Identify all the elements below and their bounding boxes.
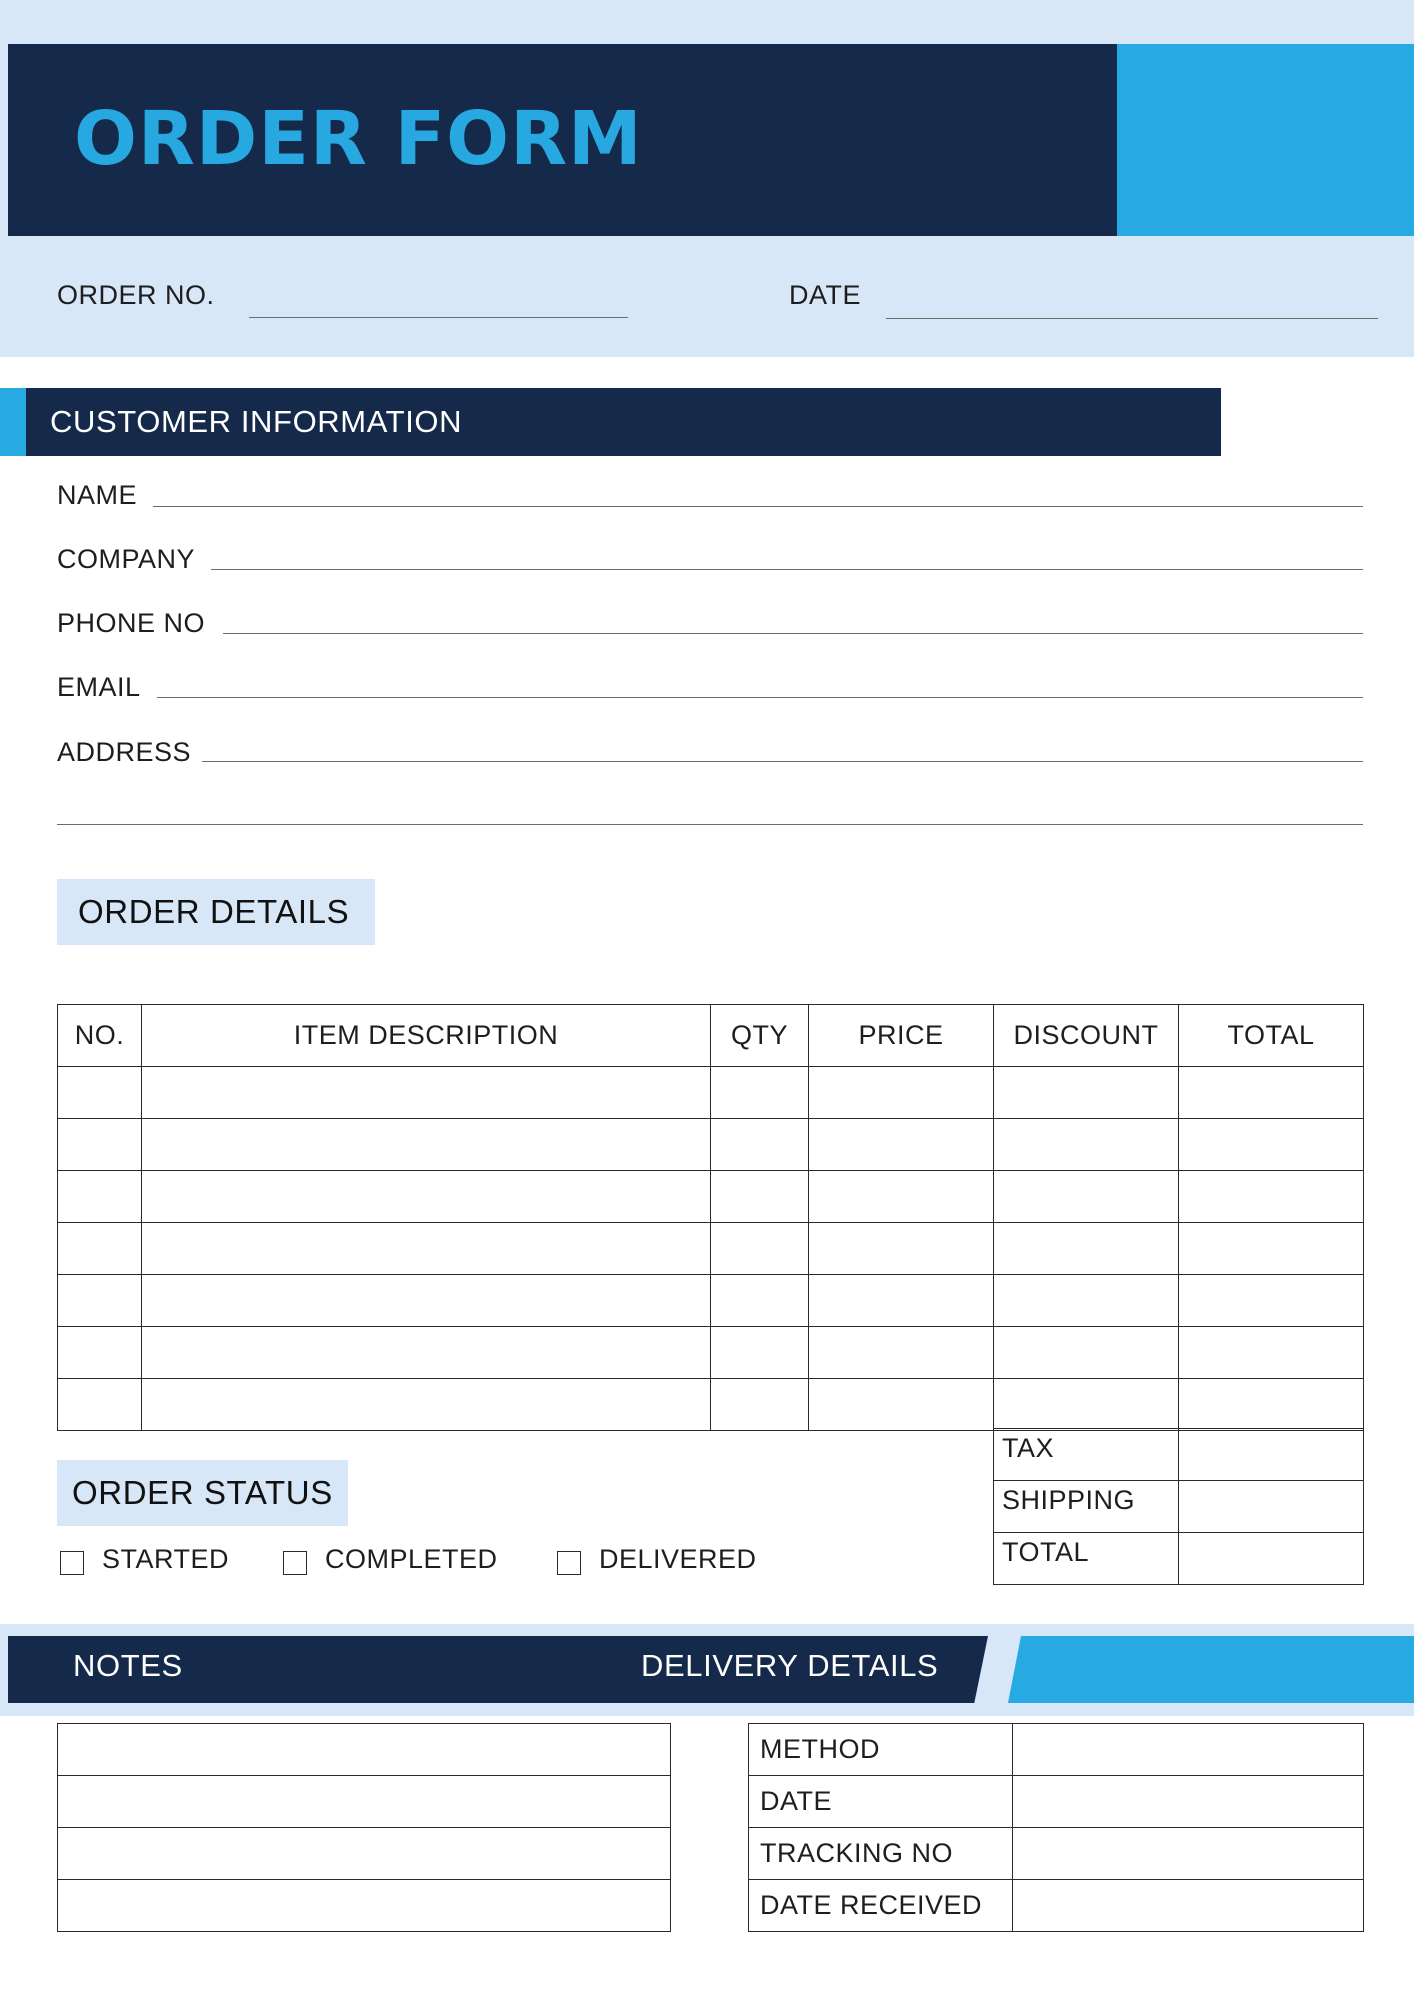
cell-no[interactable] [58, 1171, 142, 1223]
email-label: EMAIL [57, 672, 141, 702]
summary-table [993, 1428, 1364, 1585]
notes-row [58, 1880, 671, 1932]
order-details-header [57, 879, 375, 945]
cell-total[interactable] [1179, 1171, 1364, 1223]
delivered-checkbox[interactable] [557, 1551, 581, 1575]
method-value-cell[interactable] [1013, 1724, 1364, 1776]
cell-no[interactable] [58, 1379, 142, 1431]
column-header-item-description: ITEM DESCRIPTION [142, 1005, 711, 1067]
date-field[interactable] [886, 318, 1378, 319]
delivery-row-date [749, 1776, 1364, 1828]
address-field-line-2[interactable] [57, 824, 1363, 825]
cell-total[interactable] [1179, 1379, 1364, 1431]
cell-no[interactable] [58, 1067, 142, 1119]
column-header-discount: DISCOUNT [994, 1005, 1179, 1067]
cell-price[interactable] [809, 1119, 994, 1171]
completed-checkbox[interactable] [283, 1551, 307, 1575]
cell-discount[interactable] [994, 1275, 1179, 1327]
tax-value-cell[interactable] [1179, 1429, 1364, 1481]
cell-qty[interactable] [711, 1223, 809, 1275]
cell-qty[interactable] [711, 1327, 809, 1379]
cell-item-description[interactable] [142, 1223, 711, 1275]
cell-price[interactable] [809, 1327, 994, 1379]
name-label: NAME [57, 480, 138, 510]
cell-price[interactable] [809, 1223, 994, 1275]
cell-qty[interactable] [711, 1067, 809, 1119]
column-header-price: PRICE [809, 1005, 994, 1067]
grand-total-value-cell[interactable] [1179, 1533, 1364, 1585]
order-status-header [57, 1460, 348, 1526]
cell-discount[interactable] [994, 1067, 1179, 1119]
cell-qty[interactable] [711, 1379, 809, 1431]
cell-price[interactable] [809, 1379, 994, 1431]
cell-item-description[interactable] [142, 1067, 711, 1119]
notes-table-body [58, 1724, 671, 1932]
date-received-value-cell[interactable] [1013, 1880, 1364, 1932]
notes-cell[interactable] [58, 1724, 671, 1776]
tracking-no-value-cell[interactable] [1013, 1828, 1364, 1880]
tracking-no-label: TRACKING NO [749, 1828, 1013, 1880]
table-row [58, 1327, 1364, 1379]
delivery-details-title: DELIVERY DETAILS [641, 1648, 939, 1683]
order-no-label: ORDER NO. [57, 280, 215, 310]
address-field[interactable] [202, 761, 1363, 762]
customer-section-accent [0, 388, 26, 456]
delivery-date-label: DATE [749, 1776, 1013, 1828]
table-row [58, 1223, 1364, 1275]
delivered-label: DELIVERED [599, 1544, 757, 1574]
cell-qty[interactable] [711, 1275, 809, 1327]
cell-total[interactable] [1179, 1067, 1364, 1119]
cell-total[interactable] [1179, 1327, 1364, 1379]
name-field[interactable] [153, 506, 1363, 507]
column-header-no: NO. [58, 1005, 142, 1067]
grand-total-label: TOTAL [994, 1533, 1179, 1585]
notes-cell[interactable] [58, 1776, 671, 1828]
order-no-field[interactable] [249, 317, 628, 318]
column-header-total: TOTAL [1179, 1005, 1364, 1067]
cell-no[interactable] [58, 1119, 142, 1171]
cell-discount[interactable] [994, 1171, 1179, 1223]
delivery-row-date-received [749, 1880, 1364, 1932]
notes-cell[interactable] [58, 1880, 671, 1932]
company-field[interactable] [211, 569, 1363, 570]
delivery-row-method [749, 1724, 1364, 1776]
notes-row [58, 1828, 671, 1880]
table-row [58, 1379, 1364, 1431]
cell-item-description[interactable] [142, 1379, 711, 1431]
notes-title: NOTES [73, 1648, 183, 1683]
address-label: ADDRESS [57, 737, 192, 767]
date-received-label: DATE RECEIVED [749, 1880, 1013, 1932]
method-label: METHOD [749, 1724, 1013, 1776]
customer-section-title: CUSTOMER INFORMATION [50, 404, 463, 439]
cell-total[interactable] [1179, 1275, 1364, 1327]
column-header-qty: QTY [711, 1005, 809, 1067]
completed-label: COMPLETED [325, 1544, 498, 1574]
cell-discount[interactable] [994, 1223, 1179, 1275]
order-table-header-row [58, 1005, 1364, 1067]
started-checkbox[interactable] [60, 1551, 84, 1575]
order-table-body [58, 1067, 1364, 1431]
delivery-details-table [748, 1723, 1364, 1932]
cell-no[interactable] [58, 1327, 142, 1379]
cell-qty[interactable] [711, 1119, 809, 1171]
cell-item-description[interactable] [142, 1275, 711, 1327]
notes-row [58, 1724, 671, 1776]
company-label: COMPANY [57, 544, 196, 574]
order-details-title: ORDER DETAILS [78, 893, 350, 930]
tax-label: TAX [994, 1429, 1179, 1481]
cell-price[interactable] [809, 1067, 994, 1119]
summary-row-total [994, 1533, 1364, 1585]
cell-total[interactable] [1179, 1223, 1364, 1275]
notes-row [58, 1776, 671, 1828]
date-label: DATE [789, 280, 862, 310]
cell-discount[interactable] [994, 1327, 1179, 1379]
cell-total[interactable] [1179, 1119, 1364, 1171]
email-field[interactable] [157, 697, 1363, 698]
summary-row-shipping [994, 1481, 1364, 1533]
cell-item-description[interactable] [142, 1171, 711, 1223]
title-accent-block [1117, 44, 1414, 236]
phone-label: PHONE NO [57, 608, 206, 638]
cell-no[interactable] [58, 1275, 142, 1327]
cell-discount[interactable] [994, 1119, 1179, 1171]
delivery-row-tracking [749, 1828, 1364, 1880]
order-status-title: ORDER STATUS [72, 1474, 333, 1511]
cell-discount[interactable] [994, 1379, 1179, 1431]
table-row [58, 1275, 1364, 1327]
delivery-date-value-cell[interactable] [1013, 1776, 1364, 1828]
cell-qty[interactable] [711, 1171, 809, 1223]
cell-item-description[interactable] [142, 1119, 711, 1171]
customer-section-header [26, 388, 1221, 456]
notes-table [57, 1723, 671, 1932]
table-row [58, 1119, 1364, 1171]
bottom-accent-block [1008, 1636, 1414, 1703]
shipping-value-cell[interactable] [1179, 1481, 1364, 1533]
summary-row-tax [994, 1429, 1364, 1481]
shipping-label: SHIPPING [994, 1481, 1179, 1533]
cell-item-description[interactable] [142, 1327, 711, 1379]
order-items-table [57, 1004, 1364, 1431]
phone-field[interactable] [223, 633, 1363, 634]
notes-cell[interactable] [58, 1828, 671, 1880]
table-row [58, 1067, 1364, 1119]
started-label: STARTED [102, 1544, 230, 1574]
page-title: ORDER FORM [74, 96, 643, 182]
cell-no[interactable] [58, 1223, 142, 1275]
table-row [58, 1171, 1364, 1223]
cell-price[interactable] [809, 1171, 994, 1223]
cell-price[interactable] [809, 1275, 994, 1327]
